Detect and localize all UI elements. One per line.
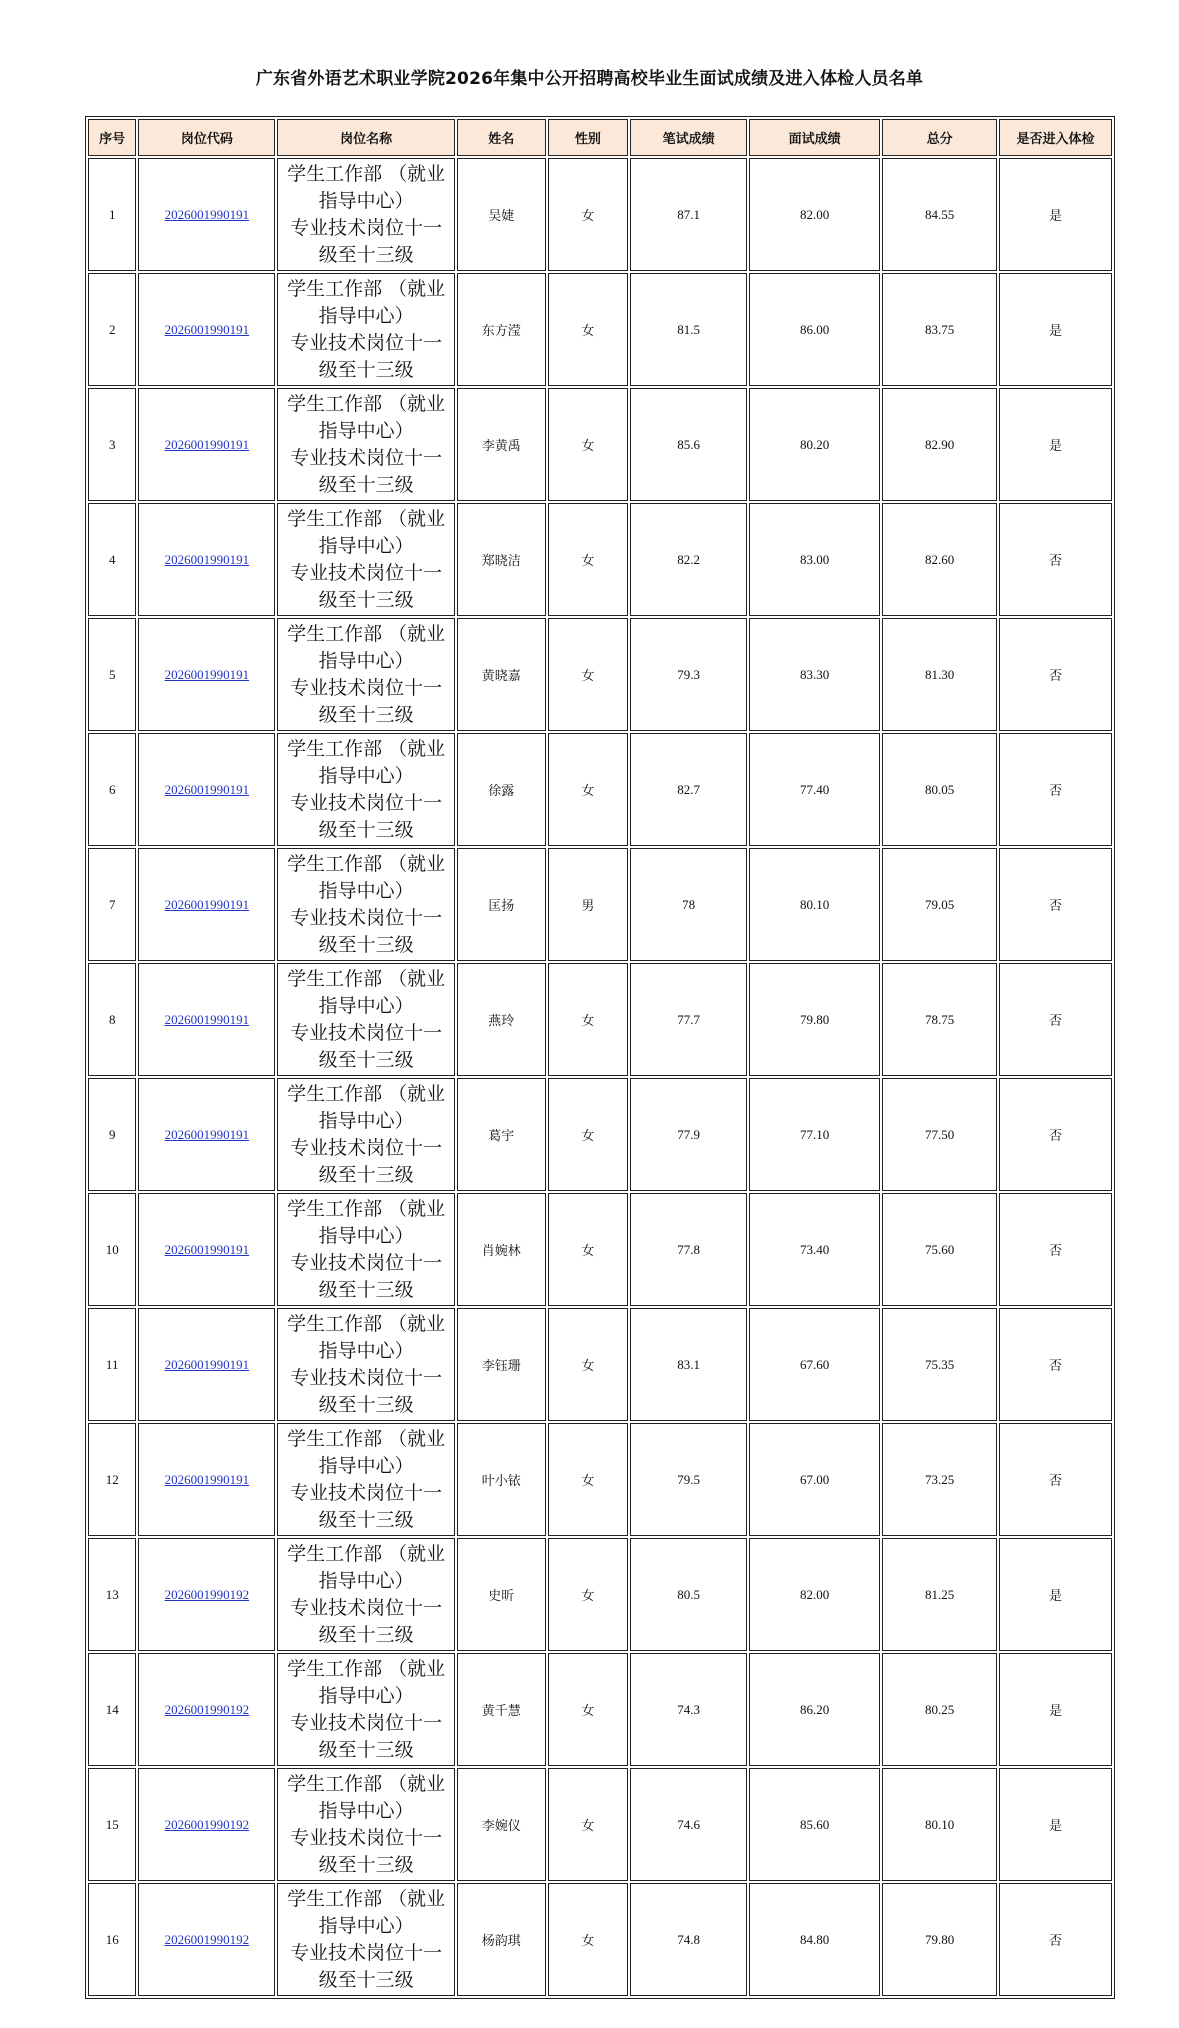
position-code-link[interactable]: 2026001990191	[164, 206, 250, 222]
medical-exam-status: 否	[999, 1423, 1112, 1536]
interview-score: 73.40	[749, 1193, 880, 1306]
medical-exam-status: 否	[999, 1078, 1112, 1191]
total-score: 80.10	[882, 1768, 997, 1881]
row-number: 11	[88, 1308, 136, 1421]
position-code	[138, 1308, 275, 1421]
position-grade: 专业技术岗位十一级至十三级	[290, 1251, 443, 1301]
written-score: 82.2	[630, 503, 747, 616]
table-row	[88, 733, 1112, 846]
position-grade: 专业技术岗位十一级至十三级	[290, 331, 443, 381]
medical-exam-status: 是	[999, 388, 1112, 501]
row-number: 2	[88, 273, 136, 386]
candidate-gender: 女	[548, 1768, 629, 1881]
interview-score: 86.00	[749, 273, 880, 386]
position-code	[138, 733, 275, 846]
position-name	[277, 273, 454, 386]
position-name	[277, 1538, 454, 1651]
table-header-row	[88, 119, 1112, 156]
total-score: 78.75	[882, 963, 997, 1076]
position-code-link[interactable]: 2026001990192	[164, 1816, 250, 1832]
written-score: 74.3	[630, 1653, 747, 1766]
position-grade: 专业技术岗位十一级至十三级	[290, 1021, 443, 1071]
candidate-gender: 女	[548, 273, 629, 386]
position-code-link[interactable]: 2026001990191	[164, 551, 250, 567]
position-department: 学生工作部 （就业指导中心）	[287, 1772, 446, 1822]
position-name	[277, 1308, 454, 1421]
table-row	[88, 1193, 1112, 1306]
position-code-link[interactable]: 2026001990191	[164, 1471, 250, 1487]
position-grade: 专业技术岗位十一级至十三级	[290, 791, 443, 841]
header-position-code: 岗位代码	[138, 119, 275, 156]
position-code	[138, 388, 275, 501]
candidate-name: 东方滢	[457, 273, 546, 386]
position-name	[277, 963, 454, 1076]
total-score: 83.75	[882, 273, 997, 386]
total-score: 82.60	[882, 503, 997, 616]
position-name	[277, 1883, 454, 1996]
position-department: 学生工作部 （就业指导中心）	[287, 1657, 446, 1707]
medical-exam-status: 否	[999, 1883, 1112, 1996]
candidate-gender: 女	[548, 1653, 629, 1766]
position-code	[138, 1078, 275, 1191]
position-name	[277, 503, 454, 616]
total-score: 73.25	[882, 1423, 997, 1536]
medical-exam-status: 否	[999, 618, 1112, 731]
position-grade: 专业技术岗位十一级至十三级	[290, 216, 443, 266]
position-name	[277, 1078, 454, 1191]
medical-exam-status: 否	[999, 963, 1112, 1076]
interview-score: 67.00	[749, 1423, 880, 1536]
position-code-link[interactable]: 2026001990191	[164, 666, 250, 682]
interview-score: 86.20	[749, 1653, 880, 1766]
written-score: 79.5	[630, 1423, 747, 1536]
candidate-name: 史昕	[457, 1538, 546, 1651]
position-code	[138, 618, 275, 731]
results-table	[85, 116, 1115, 1999]
position-name	[277, 733, 454, 846]
row-number: 14	[88, 1653, 136, 1766]
position-department: 学生工作部 （就业指导中心）	[287, 1082, 446, 1132]
row-number: 3	[88, 388, 136, 501]
total-score: 81.25	[882, 1538, 997, 1651]
position-code-link[interactable]: 2026001990191	[164, 896, 250, 912]
position-department: 学生工作部 （就业指导中心）	[287, 277, 446, 327]
position-code	[138, 1423, 275, 1536]
interview-score: 84.80	[749, 1883, 880, 1996]
position-name	[277, 158, 454, 271]
written-score: 77.9	[630, 1078, 747, 1191]
position-grade: 专业技术岗位十一级至十三级	[290, 1711, 443, 1761]
written-score: 87.1	[630, 158, 747, 271]
interview-score: 82.00	[749, 1538, 880, 1651]
position-department: 学生工作部 （就业指导中心）	[287, 162, 446, 212]
row-number: 16	[88, 1883, 136, 1996]
candidate-gender: 女	[548, 1538, 629, 1651]
total-score: 79.80	[882, 1883, 997, 1996]
medical-exam-status: 否	[999, 848, 1112, 961]
candidate-name: 黄晓嘉	[457, 618, 546, 731]
table-row	[88, 1768, 1112, 1881]
written-score: 77.7	[630, 963, 747, 1076]
candidate-gender: 女	[548, 1883, 629, 1996]
position-code	[138, 273, 275, 386]
table-row	[88, 503, 1112, 616]
position-code-link[interactable]: 2026001990191	[164, 1356, 250, 1372]
table-row	[88, 273, 1112, 386]
interview-score: 82.00	[749, 158, 880, 271]
total-score: 80.25	[882, 1653, 997, 1766]
total-score: 82.90	[882, 388, 997, 501]
row-number: 1	[88, 158, 136, 271]
written-score: 77.8	[630, 1193, 747, 1306]
position-department: 学生工作部 （就业指导中心）	[287, 852, 446, 902]
position-grade: 专业技术岗位十一级至十三级	[290, 1596, 443, 1646]
position-grade: 专业技术岗位十一级至十三级	[290, 676, 443, 726]
interview-score: 85.60	[749, 1768, 880, 1881]
position-department: 学生工作部 （就业指导中心）	[287, 967, 446, 1017]
candidate-gender: 女	[548, 158, 629, 271]
position-department: 学生工作部 （就业指导中心）	[287, 1542, 446, 1592]
interview-score: 80.20	[749, 388, 880, 501]
written-score: 81.5	[630, 273, 747, 386]
position-code-link[interactable]: 2026001990191	[164, 1011, 250, 1027]
position-name	[277, 1423, 454, 1536]
total-score: 77.50	[882, 1078, 997, 1191]
row-number: 10	[88, 1193, 136, 1306]
candidate-name: 叶小铱	[457, 1423, 546, 1536]
position-grade: 专业技术岗位十一级至十三级	[290, 1481, 443, 1531]
position-name	[277, 1653, 454, 1766]
medical-exam-status: 是	[999, 158, 1112, 271]
table-row	[88, 1423, 1112, 1536]
total-score: 80.05	[882, 733, 997, 846]
row-number: 13	[88, 1538, 136, 1651]
position-name	[277, 848, 454, 961]
table-row	[88, 1078, 1112, 1191]
table-row	[88, 963, 1112, 1076]
table-row	[88, 388, 1112, 501]
position-name	[277, 1193, 454, 1306]
total-score: 84.55	[882, 158, 997, 271]
position-code	[138, 848, 275, 961]
position-department: 学生工作部 （就业指导中心）	[287, 392, 446, 442]
written-score: 82.7	[630, 733, 747, 846]
written-score: 80.5	[630, 1538, 747, 1651]
candidate-name: 李婉仪	[457, 1768, 546, 1881]
position-grade: 专业技术岗位十一级至十三级	[290, 906, 443, 956]
position-department: 学生工作部 （就业指导中心）	[287, 1427, 446, 1477]
header-name: 姓名	[457, 119, 546, 156]
position-department: 学生工作部 （就业指导中心）	[287, 507, 446, 557]
position-department: 学生工作部 （就业指导中心）	[287, 1312, 446, 1362]
candidate-name: 李钰珊	[457, 1308, 546, 1421]
position-code	[138, 1653, 275, 1766]
header-gender: 性别	[548, 119, 629, 156]
medical-exam-status: 是	[999, 273, 1112, 386]
position-grade: 专业技术岗位十一级至十三级	[290, 1826, 443, 1876]
candidate-name: 徐露	[457, 733, 546, 846]
candidate-gender: 女	[548, 1193, 629, 1306]
position-grade: 专业技术岗位十一级至十三级	[290, 446, 443, 496]
header-medical-exam: 是否进入体检	[999, 119, 1112, 156]
header-written-score: 笔试成绩	[630, 119, 747, 156]
position-name	[277, 1768, 454, 1881]
candidate-gender: 女	[548, 1423, 629, 1536]
position-code	[138, 1883, 275, 1996]
interview-score: 80.10	[749, 848, 880, 961]
candidate-name: 燕玲	[457, 963, 546, 1076]
written-score: 74.8	[630, 1883, 747, 1996]
interview-score: 77.10	[749, 1078, 880, 1191]
interview-score: 79.80	[749, 963, 880, 1076]
header-interview-score: 面试成绩	[749, 119, 880, 156]
candidate-gender: 女	[548, 503, 629, 616]
table-row	[88, 1538, 1112, 1651]
written-score: 74.6	[630, 1768, 747, 1881]
candidate-name: 李黄禹	[457, 388, 546, 501]
position-grade: 专业技术岗位十一级至十三级	[290, 561, 443, 611]
candidate-gender: 女	[548, 618, 629, 731]
position-grade: 专业技术岗位十一级至十三级	[290, 1941, 443, 1991]
interview-score: 67.60	[749, 1308, 880, 1421]
position-code-link[interactable]: 2026001990192	[164, 1931, 250, 1947]
candidate-name: 杨韵琪	[457, 1883, 546, 1996]
candidate-name: 黄千慧	[457, 1653, 546, 1766]
position-code	[138, 503, 275, 616]
written-score: 79.3	[630, 618, 747, 731]
candidate-name: 吴婕	[457, 158, 546, 271]
position-code-link[interactable]: 2026001990191	[164, 1126, 250, 1142]
row-number: 8	[88, 963, 136, 1076]
position-code-link[interactable]: 2026001990192	[164, 1701, 250, 1717]
page-title: 广东省外语艺术职业学院2026年集中公开招聘高校毕业生面试成绩及进入体检人员名单	[255, 69, 924, 89]
position-code-link[interactable]: 2026001990191	[164, 436, 250, 452]
medical-exam-status: 否	[999, 1193, 1112, 1306]
position-code-link[interactable]: 2026001990191	[164, 781, 250, 797]
position-department: 学生工作部 （就业指导中心）	[287, 1197, 446, 1247]
header-total-score: 总分	[882, 119, 997, 156]
candidate-gender: 女	[548, 1078, 629, 1191]
total-score: 75.35	[882, 1308, 997, 1421]
row-number: 4	[88, 503, 136, 616]
interview-score: 83.30	[749, 618, 880, 731]
medical-exam-status: 否	[999, 733, 1112, 846]
position-code	[138, 158, 275, 271]
position-code-link[interactable]: 2026001990191	[164, 1241, 250, 1257]
table-row	[88, 1883, 1112, 1996]
medical-exam-status: 否	[999, 503, 1112, 616]
candidate-gender: 女	[548, 733, 629, 846]
header-position-name: 岗位名称	[277, 119, 454, 156]
candidate-gender: 男	[548, 848, 629, 961]
candidate-gender: 女	[548, 963, 629, 1076]
position-code-link[interactable]: 2026001990192	[164, 1586, 250, 1602]
row-number: 6	[88, 733, 136, 846]
candidate-name: 葛宇	[457, 1078, 546, 1191]
position-department: 学生工作部 （就业指导中心）	[287, 622, 446, 672]
interview-score: 83.00	[749, 503, 880, 616]
row-number: 15	[88, 1768, 136, 1881]
candidate-gender: 女	[548, 388, 629, 501]
position-code	[138, 1768, 275, 1881]
medical-exam-status: 是	[999, 1538, 1112, 1651]
position-name	[277, 618, 454, 731]
table-row	[88, 1308, 1112, 1421]
position-grade: 专业技术岗位十一级至十三级	[290, 1366, 443, 1416]
medical-exam-status: 是	[999, 1768, 1112, 1881]
row-number: 12	[88, 1423, 136, 1536]
table-row	[88, 848, 1112, 961]
table-row	[88, 618, 1112, 731]
table-row	[88, 158, 1112, 271]
position-code	[138, 1538, 275, 1651]
written-score: 85.6	[630, 388, 747, 501]
total-score: 75.60	[882, 1193, 997, 1306]
total-score: 81.30	[882, 618, 997, 731]
header-no: 序号	[88, 119, 136, 156]
row-number: 5	[88, 618, 136, 731]
candidate-name: 肖婉林	[457, 1193, 546, 1306]
written-score: 83.1	[630, 1308, 747, 1421]
row-number: 7	[88, 848, 136, 961]
position-code	[138, 1193, 275, 1306]
total-score: 79.05	[882, 848, 997, 961]
candidate-name: 郑晓洁	[457, 503, 546, 616]
position-name	[277, 388, 454, 501]
candidate-gender: 女	[548, 1308, 629, 1421]
table-row	[88, 1653, 1112, 1766]
position-department: 学生工作部 （就业指导中心）	[287, 737, 446, 787]
candidate-name: 匡扬	[457, 848, 546, 961]
table-body	[88, 158, 1112, 1996]
medical-exam-status: 否	[999, 1308, 1112, 1421]
position-code	[138, 963, 275, 1076]
interview-score: 77.40	[749, 733, 880, 846]
position-grade: 专业技术岗位十一级至十三级	[290, 1136, 443, 1186]
position-code-link[interactable]: 2026001990191	[164, 321, 250, 337]
row-number: 9	[88, 1078, 136, 1191]
medical-exam-status: 是	[999, 1653, 1112, 1766]
position-department: 学生工作部 （就业指导中心）	[287, 1887, 446, 1937]
written-score: 78	[630, 848, 747, 961]
